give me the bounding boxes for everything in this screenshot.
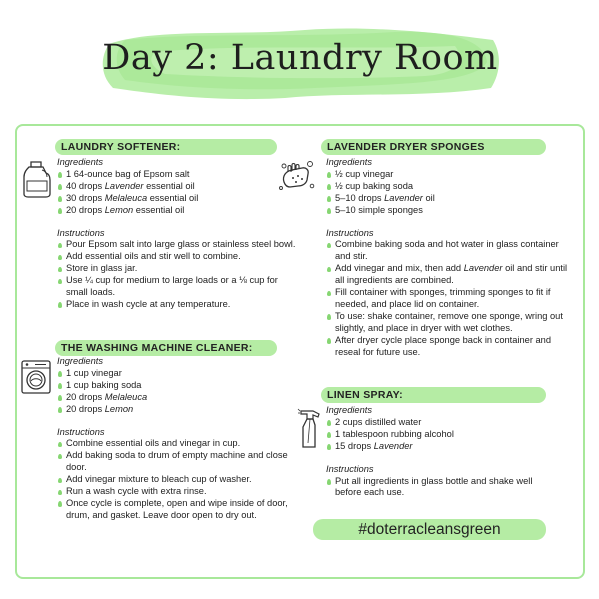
list-item: Pour Epsom salt into large glass or stainless steel bowl. <box>57 239 297 251</box>
section-header-washing-machine-cleaner: THE WASHING MACHINE CLEANER: <box>55 340 277 356</box>
list-item: 1 64-ounce bag of Epsom salt <box>57 169 297 181</box>
list-item: 40 drops Lavender essential oil <box>57 181 297 193</box>
ingredients-list <box>57 169 297 217</box>
list-item: 20 drops Lemon essential oil <box>57 205 297 217</box>
ingredients-list <box>326 417 556 453</box>
list-item: 30 drops Melaleuca essential oil <box>57 193 297 205</box>
list-item: 15 drops Lavender <box>326 441 556 453</box>
list-item: Combine essential oils and vinegar in cup. <box>57 438 292 450</box>
detergent-bottle-icon <box>22 160 52 198</box>
ingredients-label: Ingredients <box>57 157 103 167</box>
list-item: Add baking soda to drum of empty machine and close door. <box>57 450 292 474</box>
list-item: 2 cups distilled water <box>326 417 556 429</box>
instructions-list <box>57 438 292 521</box>
list-item: 5–10 simple sponges <box>326 205 568 217</box>
section-header-laundry-softener: LAUNDRY SOFTENER: <box>55 139 277 155</box>
list-item: 1 cup vinegar <box>57 368 292 380</box>
list-item: Use ¼ cup for medium to large loads or a ⅛ cup for small loads. <box>57 275 297 299</box>
list-item: ½ cup baking soda <box>326 181 568 193</box>
instructions-label: Instructions <box>326 463 374 474</box>
hashtag-badge: #doterracleansgreen <box>313 519 546 540</box>
list-item: Store in glass jar. <box>57 263 297 275</box>
list-item: ½ cup vinegar <box>326 169 568 181</box>
section-header-linen-spray: LINEN SPRAY: <box>321 387 546 403</box>
list-item: Add vinegar and mix, then add Lavender oil and stir until all ingredients are combined. <box>326 263 568 287</box>
instructions-label: Instructions <box>57 426 105 437</box>
list-item: 1 tablespoon rubbing alcohol <box>326 429 556 441</box>
linen-spray-content <box>326 405 556 499</box>
ingredients-label: Ingredients <box>326 405 372 415</box>
washing-machine-icon <box>20 359 52 395</box>
title-banner <box>95 22 505 102</box>
section-header-lavender-dryer-sponges: LAVENDER DRYER SPONGES <box>321 139 546 155</box>
ingredients-label: Ingredients <box>326 157 372 167</box>
list-item: Fill container with sponges, trimming sponges to fit if needed, and place lid on container. <box>326 287 568 311</box>
ingredients-label: Ingredients <box>57 356 103 366</box>
list-item: Run a wash cycle with extra rinse. <box>57 486 292 498</box>
instructions-list <box>326 476 556 500</box>
list-item: 20 drops Lemon <box>57 404 292 416</box>
list-item: Place in wash cycle at any temperature. <box>57 299 297 311</box>
list-item: Add vinegar mixture to bleach cup of washer. <box>57 474 292 486</box>
spray-bottle-icon <box>297 405 325 449</box>
sponge-hand-icon <box>278 158 316 194</box>
list-item: Combine baking soda and hot water in glass container and stir. <box>326 239 568 263</box>
list-item: To use: shake container, remove one sponge, wring out slightly, and place in dryer with wet clothes. <box>326 311 568 335</box>
page-title: Day 2: Laundry Room <box>102 38 498 78</box>
washing-machine-content <box>57 356 292 522</box>
list-item: Add essential oils and stir well to combine. <box>57 251 297 263</box>
instructions-list <box>326 239 568 358</box>
list-item: 5–10 drops Lavender oil <box>326 193 568 205</box>
ingredients-list <box>57 368 292 416</box>
list-item: Once cycle is complete, open and wipe inside of door, drum, and gasket. Leave door open to dry out. <box>57 498 292 522</box>
ingredients-list <box>326 169 568 217</box>
instructions-label: Instructions <box>326 227 374 238</box>
list-item: Put all ingredients in glass bottle and shake well before each use. <box>326 476 556 500</box>
lavender-dryer-sponges-content <box>326 157 568 359</box>
list-item: After dryer cycle place sponge back in container and reseal for future use. <box>326 335 568 359</box>
laundry-softener-content <box>57 157 297 311</box>
instructions-label: Instructions <box>57 227 105 238</box>
instructions-list <box>57 239 297 310</box>
list-item: 20 drops Melaleuca <box>57 392 292 404</box>
list-item: 1 cup baking soda <box>57 380 292 392</box>
